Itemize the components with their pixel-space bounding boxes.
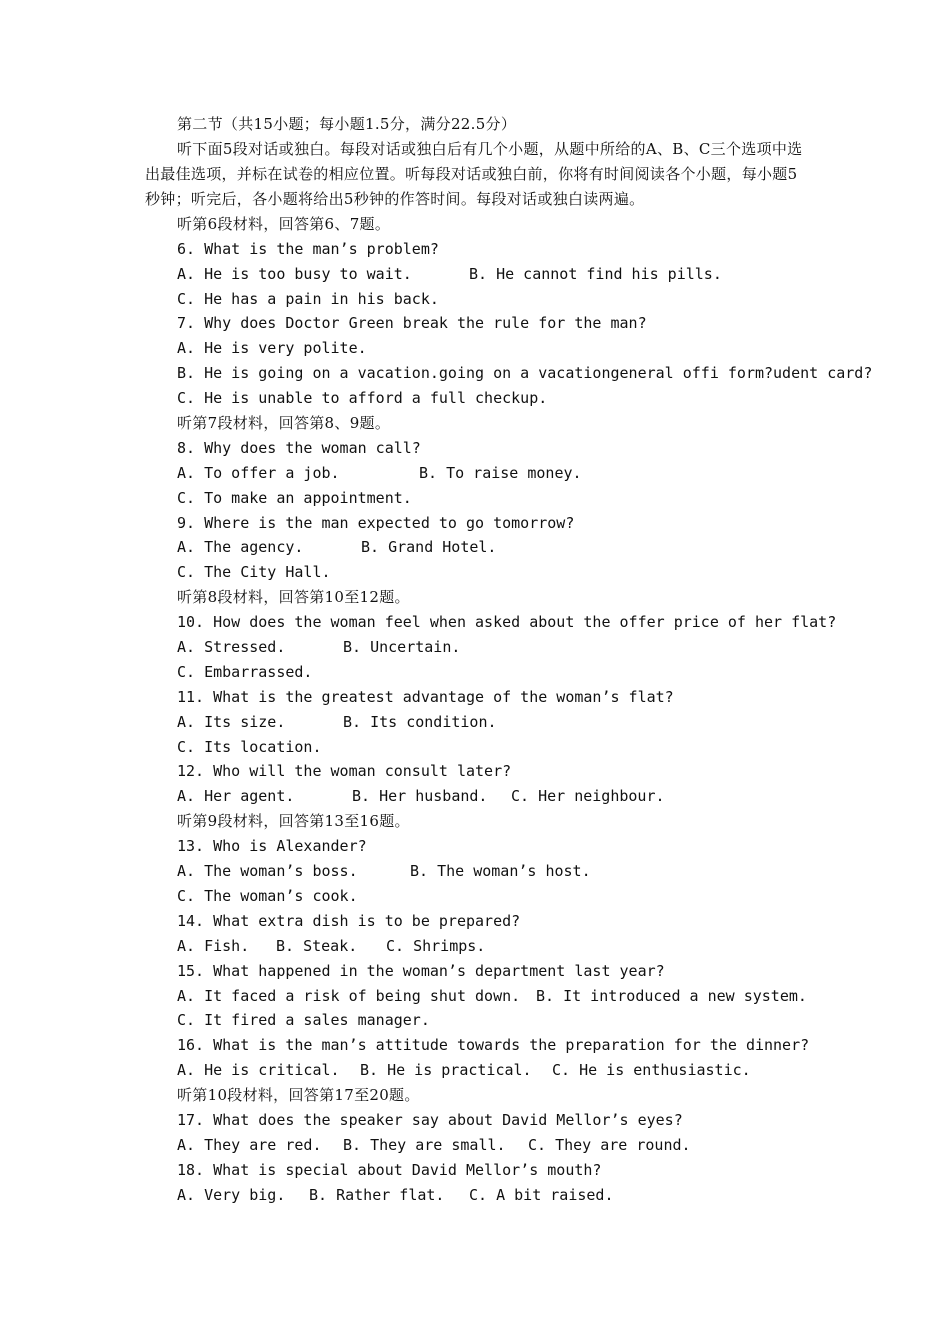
instructions: 听下面5段对话或独白。每段对话或独白后有几个小题，从题中所给的A、B、C三个选项中选出最佳选项，并标在试卷的相应位置。听每段对话或独白前，你将有时间阅读各个小题，每小题5秒钟；听完后，各小题将给出5秒钟的作答时间。每段对话或独白读两遍。 [145, 139, 803, 208]
answer-option: A. They are red. [177, 1135, 322, 1154]
answer-option: B. They are small. [343, 1135, 506, 1154]
answer-option: B. Steak. [276, 936, 358, 955]
question-stem: 16. What is the man’s attitude towards the preparation for the dinner? [177, 1036, 810, 1055]
option-row [0, 287, 950, 312]
answer-option: A. The woman’s boss. [177, 862, 358, 881]
answer-option: A. The agency. [177, 538, 304, 557]
answer-option: A. Her agent. [177, 787, 295, 806]
option-row [0, 1133, 950, 1158]
section-heading: 听第8段材料，回答第10至12题。 [177, 588, 410, 607]
section-header: 第二节（共15小题；每小题1.5分，满分22.5分） [177, 115, 517, 133]
answer-option: A. Very big. [177, 1185, 286, 1204]
answer-option: B. He is going on a vacation.going on a vacationgeneral offi form?udent card? [177, 364, 873, 383]
option-row [0, 535, 950, 560]
question-stem: 6. What is the man’s problem? [177, 239, 439, 258]
exam-page [0, 112, 950, 1208]
answer-option: C. Its location. [177, 737, 322, 756]
section-heading: 听第6段材料，回答第6、7题。 [177, 214, 391, 233]
option-row [0, 784, 950, 809]
answer-option: B. Rather flat. [309, 1185, 445, 1204]
answer-option: C. He is unable to afford a full checkup. [177, 389, 548, 408]
answer-option: C. Shrimps. [386, 936, 486, 955]
option-row [0, 1183, 950, 1208]
question-stem: 15. What happened in the woman’s department last year? [177, 961, 665, 980]
section-heading: 听第9段材料，回答第13至16题。 [177, 812, 410, 831]
question-stem: 14. What extra dish is to be prepared? [177, 911, 521, 930]
question-stem: 9. Where is the man expected to go tomorrow? [177, 513, 575, 532]
option-row [0, 710, 950, 735]
question-stem: 11. What is the greatest advantage of the woman’s flat? [177, 687, 674, 706]
answer-option: A. He is too busy to wait. [177, 264, 412, 283]
option-row [0, 1058, 950, 1083]
answer-option: B. To raise money. [419, 463, 582, 482]
question-stem: 8. Why does the woman call? [177, 438, 421, 457]
option-row [0, 461, 950, 486]
option-row [0, 859, 950, 884]
question-stem: 10. How does the woman feel when asked about the offer price of her flat? [177, 613, 837, 632]
option-row [0, 735, 950, 760]
answer-option: B. He cannot find his pills. [469, 264, 722, 283]
question-list [0, 212, 950, 1208]
option-row [0, 660, 950, 685]
option-row [0, 262, 950, 287]
option-row [0, 560, 950, 585]
option-row [0, 635, 950, 660]
option-row [0, 884, 950, 909]
option-row [0, 1008, 950, 1033]
question-stem: 18. What is special about David Mellor’s mouth? [177, 1160, 602, 1179]
answer-option: B. It introduced a new system. [536, 986, 807, 1005]
answer-option: A. Its size. [177, 712, 286, 731]
answer-option: C. He has a pain in his back. [177, 289, 439, 308]
question-stem: 12. Who will the woman consult later? [177, 762, 512, 781]
answer-option: A. Stressed. [177, 638, 286, 657]
answer-option: C. Her neighbour. [511, 787, 665, 806]
answer-option: B. Uncertain. [343, 638, 461, 657]
answer-option: A. He is very polite. [177, 339, 367, 358]
answer-option: C. They are round. [528, 1135, 691, 1154]
answer-option: C. Embarrassed. [177, 662, 313, 681]
section-heading: 听第10段材料，回答第17至20题。 [177, 1086, 420, 1105]
answer-option: B. Her husband. [352, 787, 488, 806]
answer-option: C. To make an appointment. [177, 488, 412, 507]
answer-option: C. The City Hall. [177, 563, 331, 582]
question-stem: 13. Who is Alexander? [177, 837, 367, 856]
option-row [0, 934, 950, 959]
answer-option: A. He is critical. [177, 1061, 340, 1080]
option-row [0, 486, 950, 511]
answer-option: A. To offer a job. [177, 463, 340, 482]
question-stem: 7. Why does Doctor Green break the rule for the man? [177, 314, 647, 333]
option-row [0, 336, 950, 361]
section-heading: 听第7段材料，回答第8、9题。 [177, 414, 391, 433]
answer-option: B. Grand Hotel. [361, 538, 497, 557]
answer-option: C. It fired a sales manager. [177, 1011, 430, 1030]
answer-option: C. He is enthusiastic. [552, 1061, 751, 1080]
answer-option: C. A bit raised. [469, 1185, 614, 1204]
answer-option: A. It faced a risk of being shut down. [177, 986, 521, 1005]
answer-option: B. The woman’s host. [410, 862, 591, 881]
answer-option: A. Fish. [177, 936, 250, 955]
answer-option: C. The woman’s cook. [177, 886, 358, 905]
option-row [0, 984, 950, 1009]
option-row [0, 386, 950, 411]
answer-option: B. Its condition. [343, 712, 497, 731]
answer-option: B. He is practical. [360, 1061, 532, 1080]
option-row [0, 361, 950, 386]
question-stem: 17. What does the speaker say about David Mellor’s eyes? [177, 1110, 683, 1129]
